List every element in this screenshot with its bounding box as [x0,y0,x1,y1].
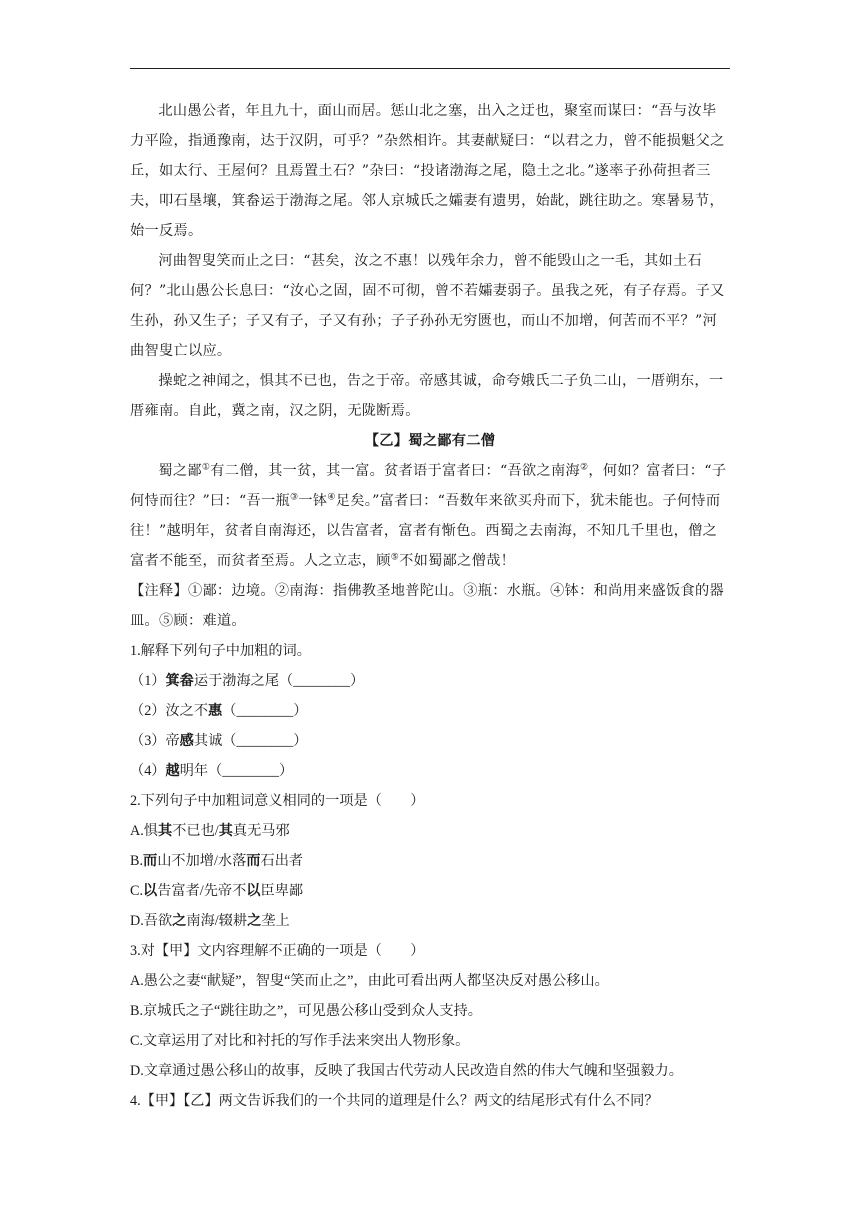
question-2-option-b [130,846,730,876]
option-text: A.惧 [130,823,158,839]
yi-text-e: 足矣。”富者曰：“吾数年来欲买舟而下，犹未能也。子何恃而往！”越明年，贫者自南海还，以告富者，富者有惭色。西蜀之去南海，不知几千里也，僧之富者不能至，而贫者至焉。人之立志，顾 [130,493,721,569]
option-text: 南海/辍耕 [186,913,248,929]
item-suffix: 明年（________） [179,763,294,779]
option-text: B. [130,853,144,869]
question-3-option-a: A.愚公之妻“献疑”，智叟“笑而止之”，由此可看出两人都坚决反对愚公移山。 [130,973,609,989]
question-1-item-1 [130,666,730,696]
item-prefix: （3）帝 [130,733,180,749]
yi-text-c: ，何如？富者曰：“子何恃而往？”曰：“吾一瓶 [130,463,727,509]
yi-text-f: 不如蜀鄙之僧哉！ [399,553,516,569]
item-prefix: （1） [130,673,166,689]
option-text: C. [130,883,144,899]
bold-word: 其 [157,823,173,839]
bold-word: 而 [246,853,261,869]
question-1-item-3 [130,726,730,756]
bold-word: 以 [143,883,158,899]
question-3-option-d: D.文章通过愚公移山的故事，反映了我国古代劳动人民改造自然的伟大气魄和坚强毅力。 [130,1063,683,1079]
footnote-marker-3: ③ [289,492,299,503]
option-text: 山不加增/水落 [157,853,247,869]
yi-text-d: 一钵 [298,493,328,509]
item-suffix: 其诚（________） [193,733,308,749]
question-1-item-4 [130,756,730,786]
bold-word: 感 [179,733,194,749]
question-2-stem: 2.下列句子中加粗词意义相同的一项是（ ） [130,793,425,809]
jia-paragraph-2: 河曲智叟笑而止之曰：“甚矣，汝之不惠！以残年余力，曾不能毁山之一毛，其如土石何？”北山愚公长息曰：“汝心之固，固不可彻，曾不若孀妻弱子。虽我之死，有子存焉。子又生孙，孙又生子；子又有子，子又有孙；子子孙孙无穷匮也，而山不加增，何苦而不平？”河曲智叟亡以应。 [130,253,725,359]
question-4-stem: 4.【甲】【乙】两文告诉我们的一个共同的道理是什么？两文的结尾形式有什么不同？ [130,1093,659,1109]
document-page [130,96,730,1116]
footnote-marker-4: ④ [327,492,336,503]
option-text: 石出者 [260,853,304,869]
option-text: 垄上 [261,913,290,929]
footnote-marker-5: ⑤ [390,552,400,563]
bold-word: 越 [165,763,180,779]
question-2-option-a [130,816,730,846]
bold-word: 箕畚 [165,673,194,689]
question-1-stem: 1.解释下列句子中加粗的词。 [130,643,311,659]
item-suffix: 运于渤海之尾（________） [193,673,365,689]
bold-word: 以 [246,883,261,899]
footnote-marker-1: ① [201,462,211,473]
yi-paragraph-1 [130,456,730,576]
question-2-option-d [130,906,730,936]
item-prefix: （4） [130,763,166,779]
bold-word: 其 [218,823,233,839]
footnote-marker-2: ② [579,462,589,473]
jia-paragraph-3: 操蛇之神闻之，惧其不已也，告之于帝。帝感其诚，命夸娥氏二子负二山，一厝朔东，一厝雍南。自此，冀之南，汉之阴，无陇断焉。 [130,373,724,419]
header-rule [130,68,730,69]
option-text: 告富者/先帝不 [157,883,247,899]
yi-title: 【乙】蜀之鄙有二僧 [364,433,496,449]
yi-text-a: 蜀之鄙 [158,463,202,479]
annotations: 【注释】①鄙：边境。②南海：指佛教圣地普陀山。③瓶：水瓶。④钵：和尚用来盛饭食的器皿。⑤顾：难道。 [130,583,724,629]
bold-word: 而 [143,853,158,869]
option-text: 臣卑鄙 [260,883,304,899]
item-suffix: （________） [222,703,308,719]
question-3-stem: 3.对【甲】文内容理解不正确的一项是（ ） [130,943,425,959]
jia-paragraph-1: 北山愚公者，年且九十，面山而居。惩山北之塞，出入之迂也，聚室而谋曰：“吾与汝毕力平险，指通豫南，达于汉阴，可乎？”杂然相许。其妻献疑曰：“以君之力，曾不能损魁父之丘，如太行、王屋何？且焉置土石？”杂曰：“投诸渤海之尾，隐土之北。”遂率子孙荷担者三夫，叩石垦壤，箕畚运于渤海之尾。邻人京城氏之孀妻有遗男，始龀，跳往助之。寒暑易节，始一反焉。 [130,103,725,239]
option-text: 不已也/ [172,823,219,839]
bold-word: 之 [172,913,187,929]
question-2-option-c [130,876,730,906]
question-1-item-2 [130,696,730,726]
option-text: D.吾欲 [130,913,173,929]
bold-word: 之 [247,913,262,929]
question-3-option-b: B.京城氏之子“跳往助之”，可见愚公移山受到众人支持。 [130,1003,482,1019]
option-text: 真无马邪 [232,823,290,839]
bold-word: 惠 [208,703,223,719]
item-prefix: （2）汝之不 [130,703,209,719]
yi-text-b: 有二僧，其一贫，其一富。贫者语于富者曰：“吾欲之南海 [210,463,580,479]
question-3-option-c: C.文章运用了对比和衬托的写作手法来突出人物形象。 [130,1033,470,1049]
